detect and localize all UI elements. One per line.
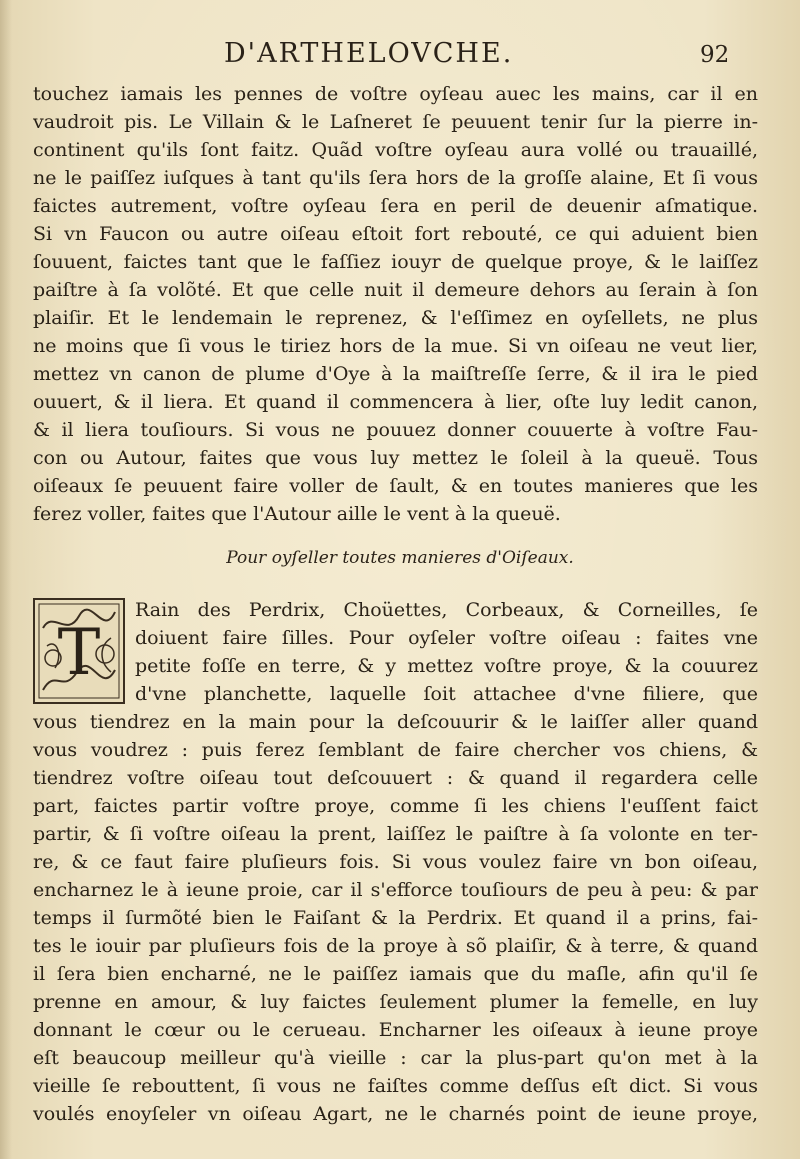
text-line: temps il ſurmõté bien le Faiſant & la Perdrix. Et quand il a prins, fai- [33,907,758,929]
running-title: D'ARTHELOVCHE. [224,38,514,69]
text-line: ne le paiſſez iuſques à tant qu'ils ſera hors de la groſſe alaine, Et ſi vous [33,167,758,189]
text-line: il ſera bien encharné, ne le paiſſez iamais que du maſle, afin qu'il ſe [33,963,758,985]
text-line: prenne en amour, & luy faictes ſeulement plumer la femelle, en luy [33,991,758,1013]
text-line: ne moins que ſi vous le tiriez hors de la mue. Si vn oiſeau ne veut lier, [33,335,758,357]
text-line: Rain des Perdrix, Choüettes, Corbeaux, & Corneilles, ſe [135,599,758,621]
text-line: vieille ſe rebouttent, ſi vous ne faiſtes comme deſſus eſt dict. Si vous [33,1075,758,1097]
drop-cap-letter: T [57,616,101,690]
running-head [0,34,800,74]
page-number: 92 [700,42,730,68]
text-line: Si vn Faucon ou autre oiſeau eſtoit fort rebouté, ce qui aduient bien [33,223,758,245]
section-heading: Pour oyſeller toutes manieres d'Oiſeaux. [226,548,574,568]
text-line: mettez vn canon de plume d'Oye à la maiſtreſſe ſerre, & il ira le pied [33,363,758,385]
text-line: & il liera touſiours. Si vous ne pouuez donner couuerte à voſtre Fau- [33,419,758,441]
text-line: partir, & ſi voſtre oiſeau la prent, laiſſez le paiſtre à ſa volonte en ter- [33,823,758,845]
text-line: ouuert, & il liera. Et quand il commencera à lier, oſte luy ledit canon, [33,391,758,413]
text-line: d'vne planchette, laquelle ſoit attachee d'vne filiere, que [135,683,758,705]
text-line: donnant le cœur ou le cerueau. Encharner les oiſeaux à ieune proye [33,1019,758,1041]
drop-cap-ornament [33,598,125,704]
text-line: petite foſſe en terre, & y mettez voſtre proye, & la couurez [135,655,758,677]
text-line: faictes autrement, voſtre oyſeau ſera en peril de deuenir aſmatique. [33,195,758,217]
text-line: tes le iouir par pluſieurs fois de la proye à sõ plaiſir, & à terre, & quand [33,935,758,957]
text-line: eſt beaucoup meilleur qu'à vieille : car la plus-part qu'on met à la [33,1047,758,1069]
drop-cap-svg [33,598,125,704]
gutter-shadow [0,0,12,1159]
text-line: paiſtre à ſa volõté. Et que celle nuit il demeure dehors au ſerain à ſon [33,279,758,301]
text-line: con ou Autour, faites que vous luy mettez le ſoleil à la queuë. Tous [33,447,758,469]
text-line: voulés enoyſeler vn oiſeau Agart, ne le charnés point de ieune proye, [33,1103,758,1125]
text-line: encharnez le à ieune proie, car il s'efforce touſiours de peu à peu: & par [33,879,758,901]
text-line: ferez voller, faites que l'Autour aille le vent à la queuë. [33,503,561,525]
text-line: plaiſir. Et le lendemain le reprenez, & l'eſſimez en oyſellets, ne plus [33,307,758,329]
text-line: oiſeaux ſe peuuent faire voller de ſault, & en toutes manieres que les [33,475,758,497]
text-line: continent qu'ils ſont faitz. Quãd voſtre oyſeau aura vollé ou trauaillé, [33,139,758,161]
text-line: re, & ce faut faire pluſieurs fois. Si vous voulez faire vn bon oiſeau, [33,851,758,873]
text-line: vous voudrez : puis ferez ſemblant de faire chercher vos chiens, & [33,739,758,761]
text-line: touchez iamais les pennes de voſtre oyſeau auec les mains, car il en [33,83,758,105]
text-line: vous tiendrez en la main pour la deſcouurir & le laiſſer aller quand [33,711,758,733]
text-line: tiendrez voſtre oiſeau tout deſcouuert : & quand il regardera celle [33,767,758,789]
text-line: vaudroit pis. Le Villain & le Laſneret ſe peuuent tenir ſur la pierre in- [33,111,758,133]
text-line: ſouuent, faictes tant que le faſſiez iouyr de quelque proye, & le laiſſez [33,251,758,273]
text-line: doiuent faire ſilles. Pour oyſeler voſtre oiſeau : faites vne [135,627,758,649]
text-line: part, faictes partir voſtre proye, comme ſi les chiens l'euſſent faict [33,795,758,817]
